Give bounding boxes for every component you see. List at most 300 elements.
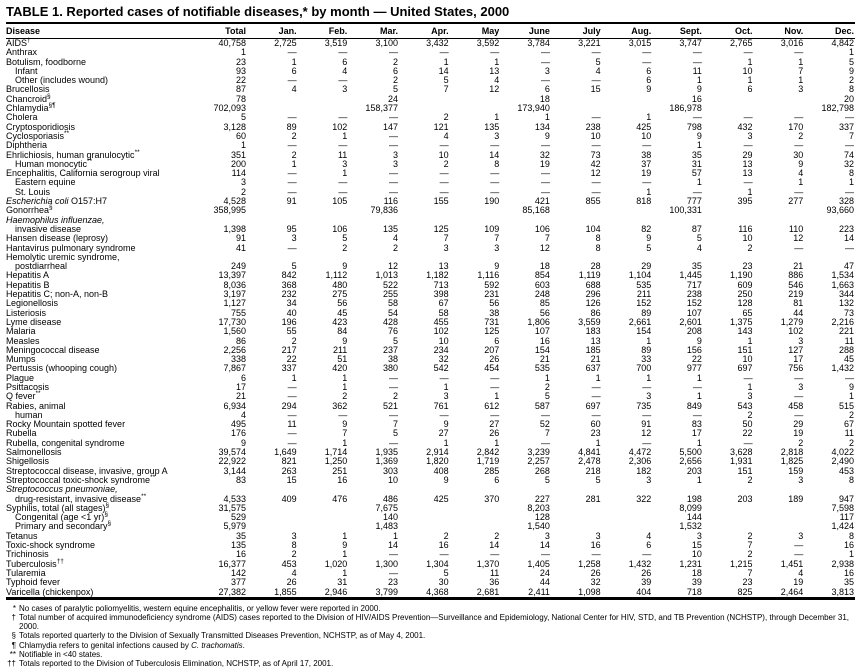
- value-cell: 3: [798, 335, 804, 346]
- table-row: [6, 560, 855, 569]
- table-row: [6, 104, 855, 113]
- header-row: [6, 23, 855, 39]
- value-cell: 10: [387, 474, 398, 485]
- disease-label: Rubella, congenital syndrome: [6, 437, 125, 448]
- value-cell: 60: [590, 419, 601, 430]
- value-cell: —: [794, 186, 804, 197]
- value-cell: —: [743, 47, 753, 58]
- value-cell: [450, 513, 501, 522]
- value-cell: [298, 522, 349, 531]
- value-cell: 8: [848, 168, 854, 179]
- value-cell: 1,258: [578, 558, 601, 569]
- value-cell: 7,867: [223, 363, 246, 374]
- disease-label: Hepatitis B: [6, 279, 50, 290]
- value-cell: 425: [636, 121, 652, 132]
- table-row: [6, 178, 855, 187]
- value-cell: 57: [691, 168, 702, 179]
- value-cell: [551, 206, 602, 215]
- value-cell: 60: [235, 130, 246, 141]
- value-cell: 158,377: [365, 103, 398, 114]
- value-cell: 19: [539, 158, 550, 169]
- value-cell: 9: [240, 437, 246, 448]
- footnote-text: Totals reported to the Division of Tuberculosis Elimination, NCHSTP, as of April 17, 2001.: [19, 659, 334, 669]
- value-cell: [703, 522, 754, 531]
- value-cell: 74: [843, 149, 854, 160]
- column-header: Apr.: [399, 23, 450, 39]
- value-cell: [298, 206, 349, 215]
- value-cell: 4: [798, 168, 804, 179]
- disease-label: Chancroid§: [6, 92, 51, 104]
- value-cell: 1: [494, 112, 500, 123]
- disease-label: Rubella: [6, 428, 37, 439]
- disease-label: Legionellosis: [6, 298, 59, 309]
- disease-label: postdiarrheal: [15, 261, 68, 272]
- value-cell: 7: [798, 65, 804, 76]
- value-cell: 486: [382, 493, 398, 504]
- value-cell: —: [743, 372, 753, 383]
- value-cell: 14: [438, 65, 449, 76]
- value-cell: 358,995: [213, 205, 246, 216]
- value-cell: 15: [691, 540, 702, 551]
- value-cell: —: [794, 409, 804, 420]
- value-cell: 22: [235, 75, 246, 86]
- value-cell: [754, 522, 805, 531]
- value-cell: 368: [281, 279, 297, 290]
- value-cell: 211: [332, 344, 348, 355]
- value-cell: [703, 504, 754, 513]
- value-cell: 91: [286, 196, 297, 207]
- value-cell: 65: [742, 307, 753, 318]
- value-cell: 1: [747, 56, 753, 67]
- value-cell: 56: [489, 298, 500, 309]
- value-cell: 2: [291, 549, 297, 560]
- table-row: [6, 541, 855, 550]
- value-cell: —: [338, 75, 348, 86]
- value-cell: 87: [235, 84, 246, 95]
- value-cell: 19: [793, 428, 804, 439]
- value-cell: 16: [539, 335, 550, 346]
- value-cell: 104: [585, 223, 601, 234]
- value-cell: 5: [696, 233, 702, 244]
- value-cell: 12: [539, 242, 550, 253]
- value-cell: 1: [848, 177, 854, 188]
- value-cell: 1,649: [274, 447, 297, 458]
- value-cell: —: [540, 177, 550, 188]
- value-cell: —: [642, 437, 652, 448]
- value-cell: 1: [747, 75, 753, 86]
- value-cell: 886: [788, 270, 804, 281]
- value-cell: 700: [636, 363, 652, 374]
- table-row: [6, 309, 855, 318]
- value-cell: 1: [747, 335, 753, 346]
- value-cell: 453: [838, 465, 854, 476]
- value-cell: 755: [230, 307, 246, 318]
- value-cell: 3: [494, 242, 500, 253]
- value-cell: 42: [590, 158, 601, 169]
- column-header: Mar.: [348, 23, 399, 39]
- value-cell: 89: [641, 344, 652, 355]
- value-cell: 95: [286, 223, 297, 234]
- value-cell: 1,370: [476, 558, 500, 569]
- value-cell: [602, 513, 653, 522]
- value-cell: 404: [636, 586, 652, 597]
- value-cell: 362: [332, 400, 348, 411]
- value-cell: —: [692, 381, 702, 392]
- value-cell: 1,304: [426, 558, 449, 569]
- value-cell: 102: [788, 326, 804, 337]
- value-cell: —: [287, 177, 297, 188]
- value-cell: 377: [230, 577, 246, 588]
- value-cell: 1: [342, 372, 348, 383]
- value-cell: 11: [489, 567, 500, 578]
- value-cell: —: [287, 391, 297, 402]
- value-cell: 203: [737, 493, 753, 504]
- value-cell: 1,825: [780, 456, 804, 467]
- value-cell: 32: [590, 577, 601, 588]
- value-cell: 26: [489, 428, 500, 439]
- value-cell: 10: [641, 130, 652, 141]
- value-cell: 5: [392, 335, 398, 346]
- table-row: [6, 76, 855, 85]
- value-cell: 13,397: [218, 270, 246, 281]
- value-cell: —: [743, 437, 753, 448]
- value-cell: 2,464: [780, 586, 804, 597]
- value-cell: 3,813: [831, 586, 854, 597]
- value-cell: 798: [686, 121, 702, 132]
- table-row: [6, 402, 855, 411]
- value-cell: 1,714: [324, 447, 348, 458]
- table-row: [6, 151, 855, 160]
- value-cell: 223: [838, 223, 854, 234]
- footnote-text: Chlamydia refers to genital infections caused by C. trachomatis.: [19, 640, 245, 650]
- value-cell: 14: [843, 233, 854, 244]
- value-cell: 1: [494, 437, 500, 448]
- footnote: [6, 650, 855, 659]
- disease-label: Plague: [6, 372, 35, 383]
- value-cell: 9: [696, 130, 702, 141]
- value-cell: [551, 513, 602, 522]
- value-cell: 702,093: [213, 103, 246, 114]
- value-cell: 6: [747, 84, 753, 95]
- value-cell: 713: [433, 279, 449, 290]
- table-row: [6, 244, 855, 253]
- value-cell: 132: [838, 298, 854, 309]
- value-cell: 1,398: [223, 223, 246, 234]
- value-cell: 1: [291, 158, 297, 169]
- value-cell: 3,100: [375, 38, 398, 48]
- value-cell: —: [540, 549, 550, 560]
- value-cell: —: [794, 242, 804, 253]
- value-cell: —: [287, 428, 297, 439]
- value-cell: 1,119: [578, 270, 601, 281]
- disease-label: Tetanus: [6, 530, 38, 541]
- disease-label: human: [15, 409, 43, 420]
- disease-label: Streptococcus pneumoniae,: [6, 484, 118, 495]
- value-cell: 3,221: [578, 38, 601, 48]
- value-cell: 2,914: [426, 447, 449, 458]
- value-cell: 1: [747, 186, 753, 197]
- value-cell: 37: [641, 158, 652, 169]
- table-row: [6, 374, 855, 383]
- value-cell: 105: [332, 196, 348, 207]
- value-cell: 8,099: [679, 502, 702, 513]
- value-cell: 425: [433, 493, 449, 504]
- value-cell: 5: [392, 84, 398, 95]
- value-cell: 1: [240, 47, 246, 58]
- value-cell: —: [490, 177, 500, 188]
- value-cell: 28: [590, 261, 601, 272]
- value-cell: 10: [742, 354, 753, 365]
- value-cell: —: [743, 112, 753, 123]
- value-cell: 23: [387, 577, 398, 588]
- value-cell: 521: [382, 400, 398, 411]
- value-cell: 8: [595, 242, 601, 253]
- value-cell: 126: [585, 298, 601, 309]
- value-cell: 1,215: [730, 558, 753, 569]
- value-cell: 2,656: [679, 456, 702, 467]
- value-cell: 176: [230, 428, 246, 439]
- value-cell: 535: [636, 279, 652, 290]
- value-cell: 5: [443, 567, 449, 578]
- value-cell: 428: [382, 316, 398, 327]
- value-cell: 344: [838, 289, 854, 300]
- disease-label: Pertussis (whooping cough): [6, 363, 118, 374]
- value-cell: 3,128: [223, 121, 246, 132]
- value-cell: 409: [281, 493, 297, 504]
- value-cell: 592: [484, 279, 500, 290]
- value-cell: —: [794, 391, 804, 402]
- value-cell: 328: [838, 196, 854, 207]
- value-cell: [399, 104, 450, 113]
- value-cell: 238: [585, 121, 601, 132]
- value-cell: 1: [696, 372, 702, 383]
- value-cell: —: [388, 47, 398, 58]
- disease-label: Q fever**: [6, 390, 41, 402]
- value-cell: 7: [848, 130, 854, 141]
- value-cell: 1,432: [628, 558, 652, 569]
- value-cell: 31,575: [218, 502, 246, 513]
- value-cell: 81: [793, 298, 804, 309]
- value-cell: 16: [438, 540, 449, 551]
- value-cell: 9: [696, 335, 702, 346]
- value-cell: —: [287, 168, 297, 179]
- value-cell: 2,842: [476, 447, 500, 458]
- value-cell: 2: [240, 186, 246, 197]
- table-row: [6, 355, 855, 364]
- value-cell: 38: [489, 307, 500, 318]
- value-cell: 73: [843, 307, 854, 318]
- value-cell: 7: [747, 540, 753, 551]
- value-cell: 16: [235, 549, 246, 560]
- value-cell: —: [642, 47, 652, 58]
- value-cell: 7: [342, 428, 348, 439]
- table-row: [6, 253, 855, 262]
- value-cell: 196: [281, 316, 297, 327]
- value-cell: 14: [387, 540, 398, 551]
- table-row: [6, 513, 855, 522]
- table-row: [6, 216, 855, 225]
- footnote: [6, 659, 855, 668]
- value-cell: 1,451: [780, 558, 804, 569]
- value-cell: 5,500: [679, 447, 702, 458]
- disease-label: Other (includes wound): [15, 75, 109, 86]
- value-cell: 1,424: [831, 521, 854, 532]
- value-cell: 154: [534, 344, 550, 355]
- value-cell: 5: [646, 242, 652, 253]
- disease-label: Eastern equine: [15, 177, 76, 188]
- value-cell: 156: [686, 344, 702, 355]
- footnote-text: Totals reported quarterly to the Division of Sexually Transmitted Diseases Prevention, NCHSTP, as of May 4, 2001.: [19, 631, 426, 641]
- notifiable-diseases-table: [6, 22, 855, 600]
- value-cell: 4,841: [578, 447, 601, 458]
- value-cell: 420: [332, 363, 348, 374]
- value-cell: [399, 206, 450, 215]
- value-cell: 219: [788, 289, 804, 300]
- value-cell: 480: [332, 279, 348, 290]
- value-cell: 1,098: [578, 586, 601, 597]
- value-cell: 370: [484, 493, 500, 504]
- value-cell: 11: [337, 149, 348, 160]
- value-cell: [551, 504, 602, 513]
- footnote-symbol: ††: [7, 659, 16, 669]
- value-cell: 1: [443, 437, 449, 448]
- value-cell: 9: [848, 65, 854, 76]
- value-cell: 82: [641, 223, 652, 234]
- value-cell: 529: [230, 512, 246, 523]
- value-cell: 1,935: [375, 447, 398, 458]
- value-cell: 3,015: [628, 38, 652, 48]
- value-cell: 818: [636, 196, 652, 207]
- value-cell: —: [287, 112, 297, 123]
- value-cell: 9: [646, 84, 652, 95]
- disease-label: Hemolytic uremic syndrome,: [6, 251, 120, 262]
- value-cell: 56: [539, 307, 550, 318]
- disease-label: Psittacosis: [6, 381, 50, 392]
- footnotes: [6, 604, 855, 668]
- value-cell: 522: [382, 279, 398, 290]
- value-cell: 4: [342, 65, 348, 76]
- value-cell: 612: [484, 400, 500, 411]
- value-cell: 1: [342, 437, 348, 448]
- value-cell: 83: [235, 474, 246, 485]
- value-cell: [450, 253, 501, 262]
- value-cell: 12: [590, 168, 601, 179]
- value-cell: 756: [788, 363, 804, 374]
- value-cell: 255: [382, 289, 398, 300]
- value-cell: —: [338, 112, 348, 123]
- value-cell: 3,016: [780, 38, 804, 48]
- table-row: [6, 420, 855, 429]
- value-cell: 30: [438, 577, 449, 588]
- value-cell: 152: [686, 298, 702, 309]
- value-cell: 135: [230, 540, 246, 551]
- column-header: July: [551, 23, 602, 39]
- value-cell: [247, 206, 298, 215]
- value-cell: 2,478: [578, 456, 601, 467]
- footnote: [6, 604, 855, 613]
- footnote-symbol: **: [9, 649, 16, 659]
- value-cell: 17: [691, 428, 702, 439]
- value-cell: 102: [433, 326, 449, 337]
- value-cell: 1: [696, 140, 702, 151]
- value-cell: [602, 104, 653, 113]
- value-cell: 47: [843, 261, 854, 272]
- disease-label: Cholera: [6, 112, 38, 123]
- value-cell: 16,377: [218, 558, 246, 569]
- disease-label: Ehrlichiosis, human granulocytic**: [6, 148, 140, 160]
- value-cell: 143: [737, 326, 753, 337]
- value-cell: 151: [737, 344, 753, 355]
- value-cell: —: [591, 409, 601, 420]
- value-cell: 117: [839, 512, 854, 523]
- value-cell: 85,168: [522, 205, 550, 216]
- disease-label: Congenital (age <1 yr)§: [15, 511, 108, 523]
- value-cell: 54: [387, 307, 398, 318]
- value-cell: —: [540, 437, 550, 448]
- value-cell: [602, 95, 653, 104]
- table-row: [6, 392, 855, 401]
- table-row: [6, 327, 855, 336]
- value-cell: 296: [585, 289, 601, 300]
- table-row: [6, 123, 855, 132]
- value-cell: 854: [534, 270, 550, 281]
- value-cell: 186,978: [669, 103, 702, 114]
- value-cell: —: [845, 140, 854, 151]
- value-cell: 21: [590, 354, 601, 365]
- value-cell: 947: [838, 493, 854, 504]
- value-cell: —: [388, 140, 398, 151]
- disease-label: Cyclosporiasis**: [6, 129, 70, 141]
- value-cell: 1,020: [324, 558, 348, 569]
- value-cell: 3: [342, 158, 348, 169]
- value-cell: 1: [342, 549, 348, 560]
- value-cell: 6,934: [223, 400, 246, 411]
- value-cell: 2,765: [730, 38, 753, 48]
- value-cell: 281: [585, 493, 601, 504]
- value-cell: 3: [291, 233, 297, 244]
- value-cell: 2: [342, 391, 348, 402]
- value-cell: 1,182: [426, 270, 449, 281]
- value-cell: 1,532: [679, 521, 702, 532]
- value-cell: —: [794, 140, 804, 151]
- value-cell: 2: [443, 158, 449, 169]
- value-cell: 1: [443, 56, 449, 67]
- column-header-disease: Disease: [6, 23, 202, 39]
- value-cell: 22: [286, 354, 297, 365]
- disease-label: Primary and secondary§: [15, 520, 112, 532]
- value-cell: 6: [544, 84, 550, 95]
- value-cell: 45: [337, 307, 348, 318]
- value-cell: [602, 522, 653, 531]
- value-cell: 1: [696, 177, 702, 188]
- value-cell: 23: [742, 261, 753, 272]
- value-cell: [399, 95, 450, 104]
- value-cell: 23: [742, 577, 753, 588]
- value-cell: 2,490: [831, 456, 854, 467]
- disease-label: Tularemia: [6, 567, 46, 578]
- value-cell: 217: [281, 344, 297, 355]
- value-cell: 587: [534, 400, 550, 411]
- value-cell: 2: [848, 75, 854, 86]
- value-cell: [602, 206, 653, 215]
- value-cell: —: [439, 186, 449, 197]
- value-cell: 19: [641, 168, 652, 179]
- table-row: [6, 318, 855, 327]
- value-cell: 495: [230, 419, 246, 430]
- value-cell: 3,799: [375, 586, 398, 597]
- table-row: [6, 532, 855, 541]
- value-cell: 9: [342, 419, 348, 430]
